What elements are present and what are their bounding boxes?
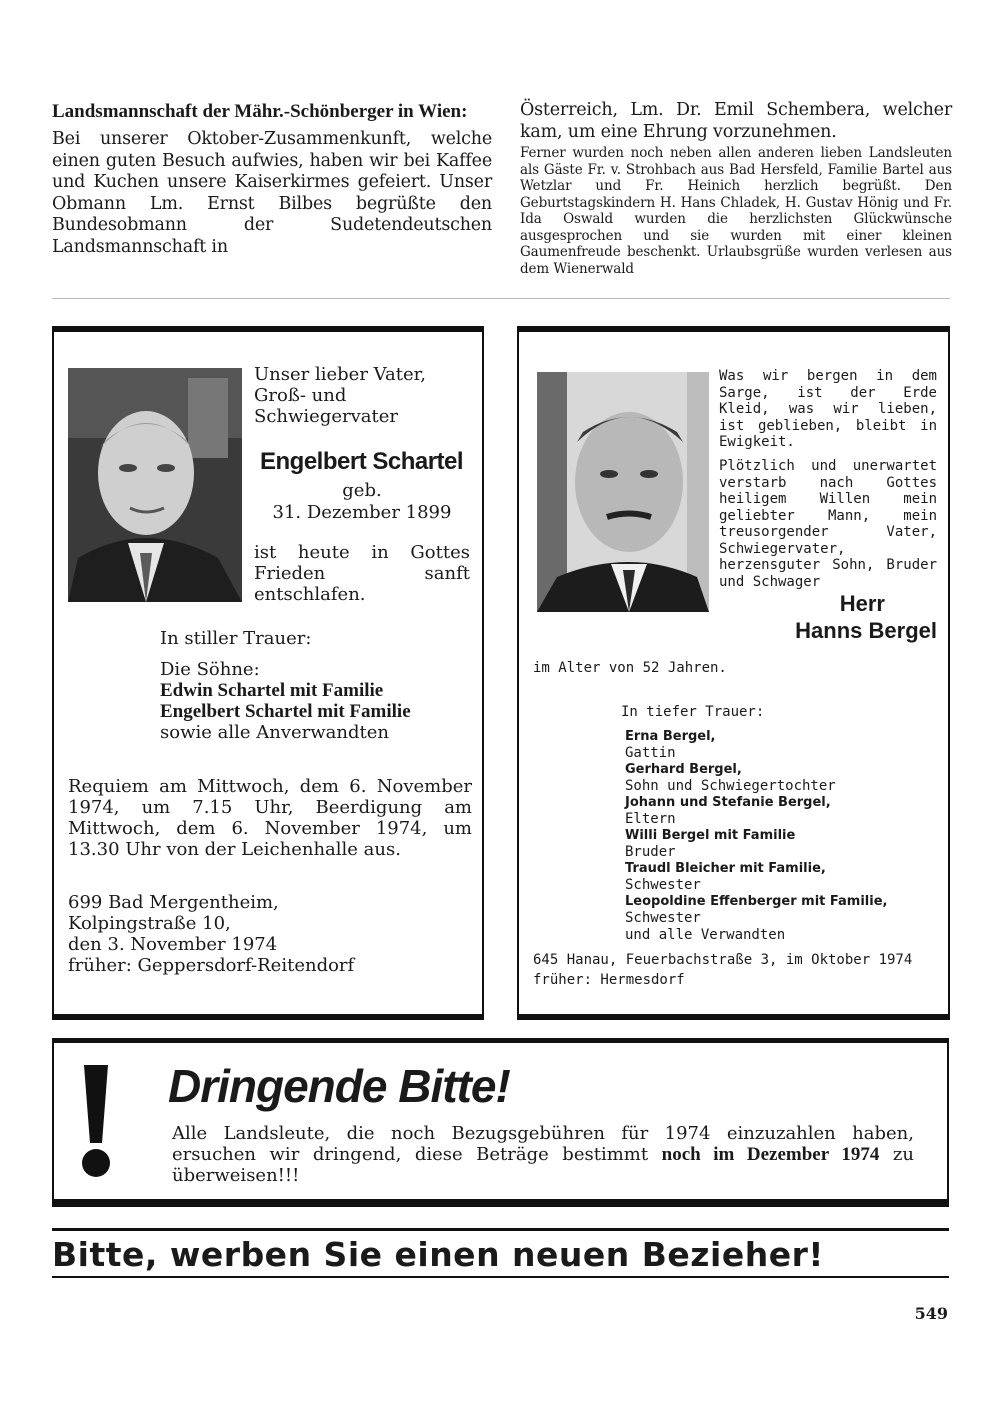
birth-label: geb.	[342, 480, 382, 501]
obituary-bergel	[517, 330, 950, 1016]
frame-bottom-bar	[517, 1015, 950, 1020]
deceased-name: Hanns Bergel	[795, 618, 937, 643]
address-line: 645 Hanau, Feuerbachstraße 3, im Oktober 1974	[533, 952, 913, 968]
urgent-title: Dringende Bitte!	[168, 1060, 510, 1112]
mourners-block	[160, 628, 480, 743]
club-notice	[52, 100, 492, 258]
portrait-photo-schartel	[68, 368, 242, 602]
mourner-name: Traudl Bleicher mit Familie,	[625, 860, 826, 876]
deceased-name: Engelbert Schartel	[260, 448, 464, 475]
exclamation-icon	[76, 1065, 116, 1179]
recruit-top-rule	[52, 1228, 949, 1231]
mourner-name: Willi Bergel mit Familie	[625, 827, 796, 843]
club-notice-continuation	[520, 100, 952, 277]
family-address	[533, 950, 943, 990]
age-at-death: im Alter von 52 Jahren.	[533, 660, 727, 676]
mourner-name: Gerhard Bergel,	[625, 761, 742, 777]
obituary-schartel	[52, 330, 484, 1016]
mourner-relation: Gattin	[625, 745, 676, 761]
birth-info	[254, 480, 470, 524]
birth-date: 31. Dezember 1899	[272, 502, 452, 523]
box-top-bar	[52, 1038, 949, 1041]
address-line-3: den 3. November 1974	[68, 934, 278, 955]
mourner-1: Edwin Schartel mit Familie	[160, 680, 384, 701]
address-line-2: Kolpingstraße 10,	[68, 913, 231, 934]
honorific: Herr	[839, 591, 885, 616]
former-residence: früher: Hermesdorf	[533, 972, 685, 988]
obituary-intro: Unser lieber Vater, Groß- und Schwiegervater	[254, 364, 426, 427]
urgent-text	[172, 1123, 914, 1186]
frame-bottom-bar	[52, 1015, 484, 1020]
requiem-info: Requiem am Mittwoch, dem 6. November 1974, um 7.15 Uhr, Beerdigung am Mittwoch, dem 6. November 1974, um 13.30 Uhr von der Leichenhalle aus.	[68, 776, 472, 860]
mourner-relation: Eltern	[625, 811, 676, 827]
page-number: 549	[914, 1304, 948, 1323]
mourners-block	[621, 704, 941, 943]
mourner-list	[621, 729, 941, 944]
urgent-text-bold: noch im Dezember 1974	[661, 1144, 880, 1165]
memorial-quote: Was wir bergen in dem Sarge, ist der Erde Kleid, was wir lieben, ist geblieben, bleibt in Ewigkeit.	[719, 368, 937, 450]
mourner-name: Leopoldine Effenberger mit Familie,	[625, 893, 888, 909]
frame-top-bar	[517, 326, 950, 331]
urgent-request-box	[52, 1041, 949, 1201]
frame-top-bar	[52, 326, 484, 331]
club-notice-body: Bei unserer Oktober-Zusammenkunft, welche einen guten Besuch aufwies, haben wir bei Kaffee und Kuchen unsere Kaiserkirmes gefeiert. Unser Obmann Lm. Ernst Bilbes begrüßte den Bundesobmann der Sudetendeutschen Landsmannschaft in	[52, 129, 492, 257]
family-address	[68, 892, 472, 976]
club-notice-title: Landsmannschaft der Mähr.-Schönberger in Wien:	[52, 101, 468, 122]
recruit-bottom-rule	[52, 1276, 949, 1278]
relatives: und alle Verwandten	[625, 926, 786, 943]
urgent-text-start: Alle Landsleute, die noch Bezugsgebühren für 1974 einzuzahlen haben, ersuchen wir dringend, diese Beträge bestimmt	[172, 1123, 914, 1165]
portrait-image	[68, 368, 242, 602]
mourner-name: Johann und Stefanie Bergel,	[625, 794, 831, 810]
mourner-relation: Schwester	[625, 877, 701, 893]
box-bottom-bar	[52, 1201, 949, 1207]
mourning-label: In stiller Trauer:	[160, 628, 312, 649]
recruit-slogan: Bitte, werben Sie einen neuen Bezieher!	[52, 1235, 824, 1274]
sons-label: Die Söhne:	[160, 659, 260, 680]
mourner-name: Erna Bergel,	[625, 728, 716, 744]
address-line-1: 699 Bad Mergentheim,	[68, 892, 279, 913]
death-text: Plötzlich und unerwartet verstarb nach Gottes heiligem Willen mein geliebter Mann, mein treusorgender Vater, Schwiegervater, herzensguter Sohn, Bruder und Schwager	[719, 458, 937, 590]
deceased-name-block	[719, 590, 937, 644]
mourner-relation: Sohn und Schwiegertochter	[625, 778, 836, 794]
club-notice-continuation-small: Ferner wurden noch neben allen anderen lieben Landsleuten als Gäste Fr. v. Strohbach aus Bad Hersfeld, Familie Bartel aus Wetzlar und Fr. Heinich herzlich begrüßt. Den Geburtstagskindern H. Hans Chladek, H. Gustav Hönig und Fr. Ida Oswald wurden die herzlichsten Glückwünsche ausgesprochen und sie wurden mit einer kleinen Gaumenfreude beschenkt. Urlaubsgrüße wurden verlesen aus dem Wienerwald	[520, 145, 952, 277]
death-text: ist heute in Gottes Frieden sanft entschlafen.	[254, 542, 470, 605]
club-notice-continuation-lead: Österreich, Lm. Dr. Emil Schembera, welcher kam, um eine Ehrung vorzunehmen.	[520, 100, 952, 142]
relatives: sowie alle Anverwandten	[160, 722, 389, 743]
urgent-text-end: zu überweisen!!!	[172, 1144, 914, 1186]
mourner-relation: Bruder	[625, 844, 676, 860]
portrait-image	[537, 372, 709, 612]
section-divider	[52, 298, 950, 299]
portrait-photo-bergel	[537, 372, 709, 612]
mourner-relation: Schwester	[625, 910, 701, 926]
mourning-label: In tiefer Trauer:	[621, 704, 765, 720]
former-residence: früher: Geppersdorf-Reitendorf	[68, 955, 355, 976]
mourner-2: Engelbert Schartel mit Familie	[160, 701, 411, 722]
